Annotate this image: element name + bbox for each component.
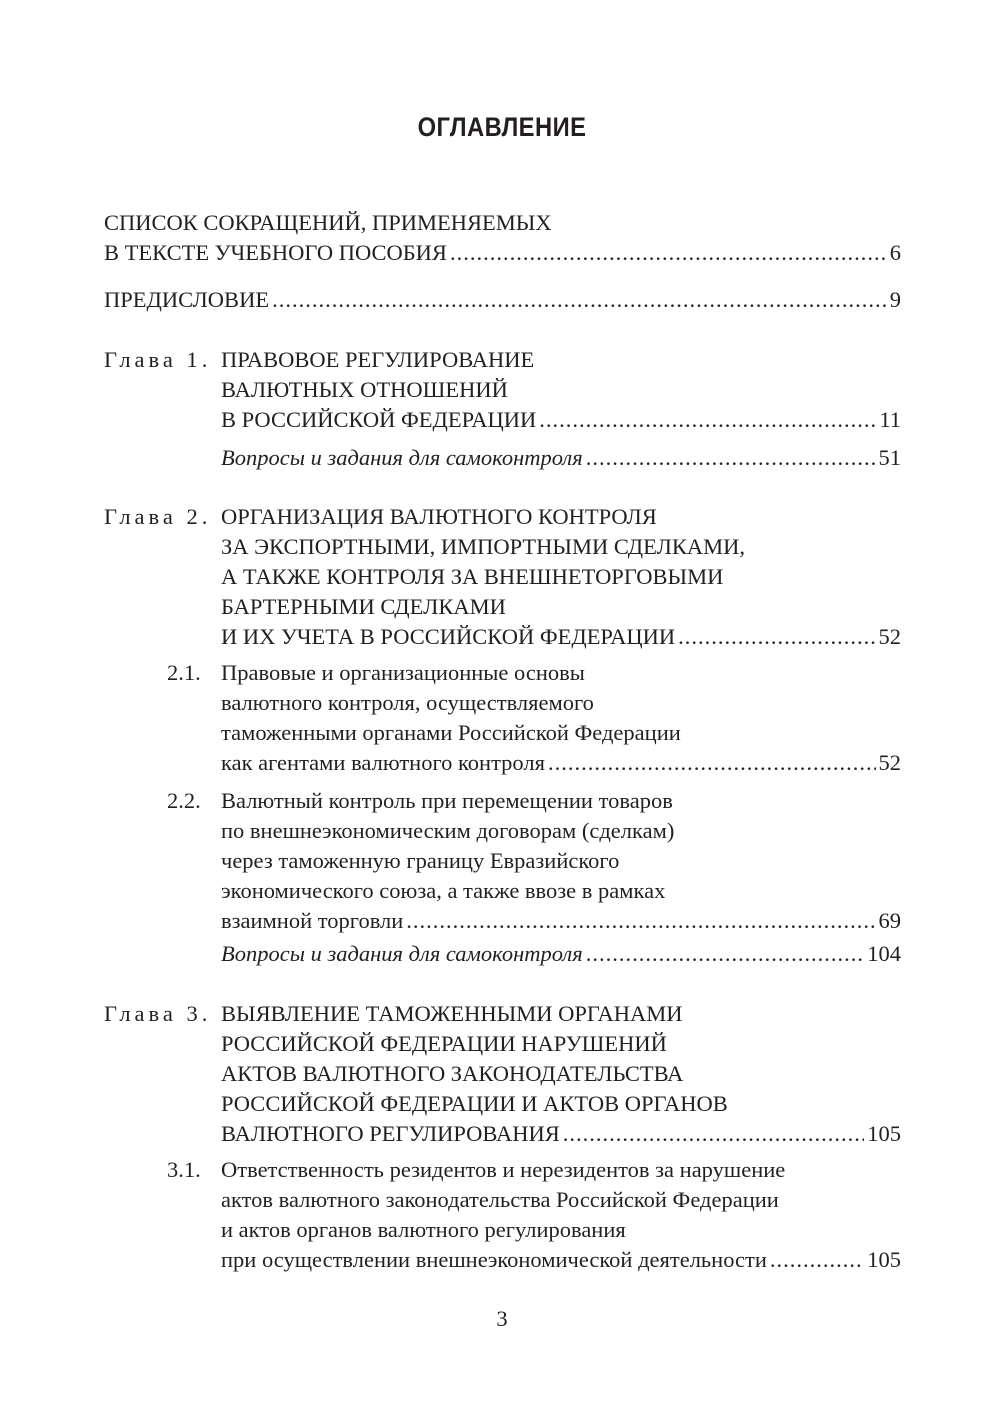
toc-entry-section-3-1[interactable] [221, 1155, 901, 1275]
toc-entry-text: В ТЕКСТЕ УЧЕБНОГО ПОСОБИЯ [104, 240, 447, 265]
section-number: 3.1. [167, 1157, 201, 1182]
toc-entry-section-2-1[interactable] [221, 658, 901, 778]
chapter-label: Глава 2. [104, 504, 212, 529]
toc-entry-text: как агентами валютного контроля [221, 750, 545, 775]
toc-entry-ch1-questions[interactable] [221, 443, 901, 473]
toc-page-number: 51 [878, 445, 901, 470]
toc-entry-text: по внешнеэкономическим договорам (сделкам) [221, 818, 675, 843]
toc-entry-text: Валютный контроль при перемещении товаров [221, 788, 673, 813]
toc-entry-text: взаимной торговли [221, 908, 404, 933]
chapter-label: Глава 1. [104, 347, 212, 372]
toc-entry-text: Ответственность резидентов и нерезидентов за нарушение [221, 1157, 786, 1182]
toc-entry-text: и актов органов валютного регулирования [221, 1217, 626, 1242]
toc-entry-text: Вопросы и задания для самоконтроля [221, 941, 583, 966]
toc-page-number: 6 [889, 240, 901, 265]
toc-entry-chapter-1[interactable] [221, 345, 901, 435]
toc-page-number: 105 [867, 1121, 901, 1146]
toc-entry-text: Правовые и организационные основы [221, 660, 585, 685]
toc-entry-text: актов валютного законодательства Российской Федерации [221, 1187, 779, 1212]
toc-entry-section-2-2[interactable] [221, 786, 901, 936]
toc-leader-line [221, 1245, 901, 1275]
toc-entry-text: при осуществлении внешнеэкономической деятельности [221, 1247, 767, 1272]
toc-page-number: 9 [889, 287, 901, 312]
toc-leader-line [221, 906, 901, 936]
toc-entry-text: АКТОВ ВАЛЮТНОГО ЗАКОНОДАТЕЛЬСТВА [221, 1061, 684, 1086]
toc-entry-ch2-questions[interactable] [221, 939, 901, 969]
section-number: 2.2. [167, 788, 201, 813]
page-number: 3 [496, 1306, 508, 1331]
dot-leader [586, 939, 865, 969]
toc-leader-line [221, 405, 901, 435]
dot-leader [563, 1119, 864, 1149]
toc-entry-text: ВАЛЮТНЫХ ОТНОШЕНИЙ [221, 377, 508, 402]
toc-entry-text: И ИХ УЧЕТА В РОССИЙСКОЙ ФЕДЕРАЦИИ [221, 624, 676, 649]
toc-leader-line [221, 1119, 901, 1149]
toc-leader-line [221, 748, 901, 778]
toc-leader-line [221, 939, 901, 969]
toc-entry-text: ПРЕДИСЛОВИЕ [104, 287, 270, 312]
toc-page-number: 69 [878, 908, 901, 933]
toc-entry-abbreviations[interactable] [104, 208, 901, 268]
section-number: 2.1. [167, 660, 201, 685]
toc-entry-text: В РОССИЙСКОЙ ФЕДЕРАЦИИ [221, 407, 537, 432]
dot-leader [548, 748, 876, 778]
toc-entry-text: ВАЛЮТНОГО РЕГУЛИРОВАНИЯ [221, 1121, 560, 1146]
dot-leader [539, 405, 876, 435]
chapter-label: Глава 3. [104, 1001, 212, 1026]
dot-leader [272, 285, 887, 315]
toc-leader-line [221, 443, 901, 473]
dot-leader [678, 622, 875, 652]
toc-entry-text: БАРТЕРНЫМИ СДЕЛКАМИ [221, 594, 506, 619]
toc-entry-text: валютного контроля, осуществляемого [221, 690, 594, 715]
toc-entry-chapter-3[interactable] [221, 999, 901, 1149]
toc-entry-text: ЗА ЭКСПОРТНЫМИ, ИМПОРТНЫМИ СДЕЛКАМИ, [221, 534, 745, 559]
toc-entry-chapter-2[interactable] [221, 502, 901, 652]
toc-entry-text: СПИСОК СОКРАЩЕНИЙ, ПРИМЕНЯЕМЫХ [104, 210, 552, 235]
dot-leader [450, 238, 887, 268]
toc-page-number: 11 [879, 407, 901, 432]
toc-entry-text: ОРГАНИЗАЦИЯ ВАЛЮТНОГО КОНТРОЛЯ [221, 504, 657, 529]
toc-entry-text: ВЫЯВЛЕНИЕ ТАМОЖЕННЫМИ ОРГАНАМИ [221, 1001, 683, 1026]
dot-leader [586, 443, 876, 473]
toc-entry-text: через таможенную границу Евразийского [221, 848, 620, 873]
toc-page-number: 52 [878, 750, 901, 775]
toc-page-number: 52 [878, 624, 901, 649]
toc-page-number: 104 [867, 941, 901, 966]
page-title: ОГЛАВЛЕНИЕ [417, 112, 587, 142]
toc-page-number: 105 [867, 1247, 901, 1272]
toc-entry-text: таможенными органами Российской Федерации [221, 720, 681, 745]
toc-entry-text: А ТАКЖЕ КОНТРОЛЯ ЗА ВНЕШНЕТОРГОВЫМИ [221, 564, 724, 589]
toc-entry-text: экономического союза, а также ввозе в рамках [221, 878, 666, 903]
dot-leader [406, 906, 875, 936]
toc-leader-line [221, 622, 901, 652]
toc-leader-line [104, 238, 901, 268]
toc-leader-line [104, 285, 901, 315]
toc-entry-text: ПРАВОВОЕ РЕГУЛИРОВАНИЕ [221, 347, 535, 372]
toc-entry-text: РОССИЙСКОЙ ФЕДЕРАЦИИ И АКТОВ ОРГАНОВ [221, 1091, 728, 1116]
toc-entry-preface[interactable] [104, 285, 901, 315]
toc-entry-text: Вопросы и задания для самоконтроля [221, 445, 583, 470]
toc-entry-text: РОССИЙСКОЙ ФЕДЕРАЦИИ НАРУШЕНИЙ [221, 1031, 667, 1056]
dot-leader [770, 1245, 864, 1275]
